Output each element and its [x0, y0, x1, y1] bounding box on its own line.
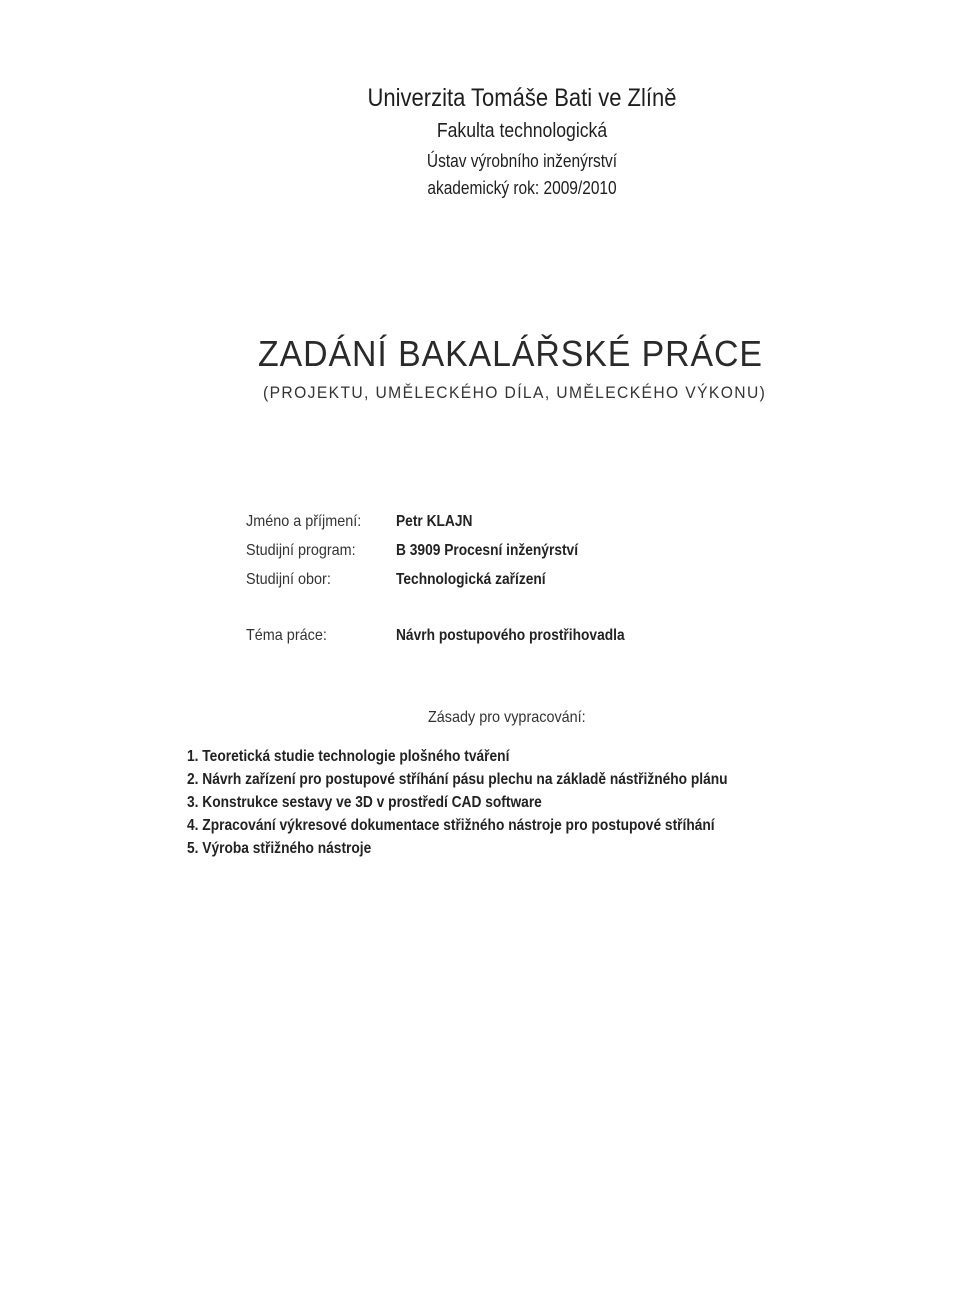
- principle-item: 2. Návrh zařízení pro postupové stříhání pásu plechu na základě nástřižného plánu: [187, 771, 728, 788]
- principle-item: 4. Zpracování výkresové dokumentace střižného nástroje pro postupové stříhání: [187, 817, 715, 834]
- principle-item: 1. Teoretická studie technologie plošného tváření: [187, 748, 510, 765]
- document-title: ZADÁNÍ BAKALÁŘSKÉ PRÁCE: [258, 333, 763, 374]
- document-subtitle: (PROJEKTU, UMĚLECKÉHO DÍLA, UMĚLECKÉHO VÝKONU): [263, 383, 767, 402]
- topic-value: Návrh postupového prostřihovadla: [396, 627, 625, 644]
- faculty-name: Fakulta technologická: [436, 120, 608, 142]
- topic-label: Téma práce:: [246, 627, 327, 644]
- program-label: Studijní program:: [246, 542, 356, 559]
- name-value: Petr KLAJN: [396, 513, 473, 530]
- program-value: B 3909 Procesní inženýrství: [396, 542, 579, 559]
- principle-item: 5. Výroba střižného nástroje: [187, 840, 372, 857]
- principles-heading: Zásady pro vypracování:: [428, 709, 586, 726]
- name-label: Jméno a příjmení:: [246, 513, 362, 530]
- field-value: Technologická zařízení: [396, 571, 546, 588]
- field-label: Studijní obor:: [246, 571, 331, 588]
- principles-list: [187, 748, 816, 863]
- principle-item: 3. Konstrukce sestavy ve 3D v prostředí CAD software: [187, 794, 542, 811]
- institute-name: Ústav výrobního inženýrství: [426, 151, 618, 171]
- academic-year: akademický rok: 2009/2010: [427, 178, 617, 198]
- university-name: Univerzita Tomáše Bati ve Zlíně: [367, 84, 677, 112]
